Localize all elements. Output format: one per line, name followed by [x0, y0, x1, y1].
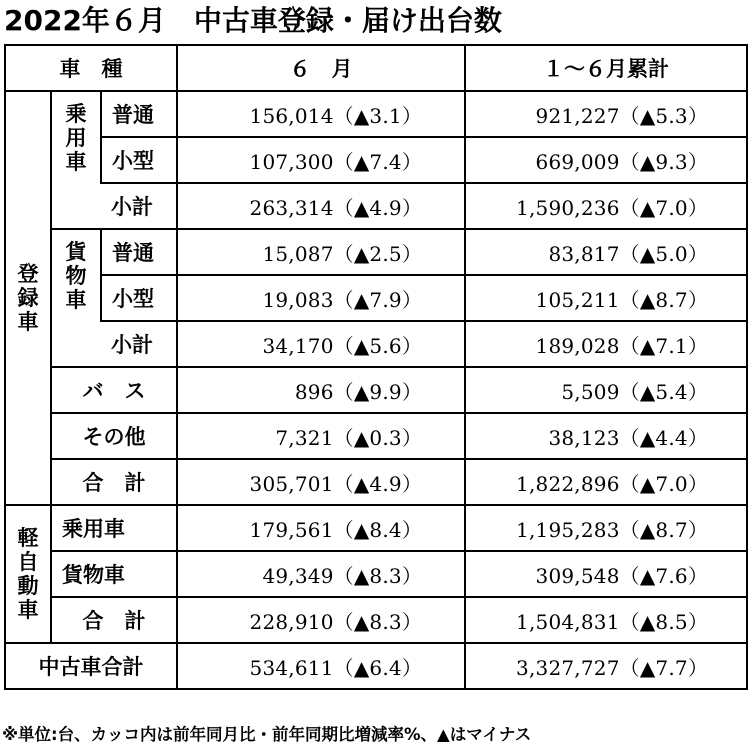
table-row	[5, 229, 747, 275]
group-kei: 軽自動車	[5, 505, 51, 643]
month-value: 263,314（▲4.9）	[177, 183, 465, 229]
month-value: 19,083（▲7.9）	[177, 275, 465, 321]
cumulative-value: 3,327,727（▲7.7）	[465, 643, 747, 689]
month-value: 49,349（▲8.3）	[177, 551, 465, 597]
cumulative-value: 921,227（▲5.3）	[465, 91, 747, 137]
cumulative-value: 1,504,831（▲8.5）	[465, 597, 747, 643]
header-vehicle-type: 車 種	[5, 45, 177, 91]
table-row	[5, 137, 747, 183]
row-label: 貨物車	[51, 551, 177, 597]
cumulative-value: 38,123（▲4.4）	[465, 413, 747, 459]
row-label: 普通	[101, 229, 177, 275]
month-value: 156,014（▲3.1）	[177, 91, 465, 137]
table-row	[5, 183, 747, 229]
month-value: 534,611（▲6.4）	[177, 643, 465, 689]
header-month: ６ 月	[177, 45, 465, 91]
month-value: 305,701（▲4.9）	[177, 459, 465, 505]
cumulative-value: 5,509（▲5.4）	[465, 367, 747, 413]
row-label: 小計	[101, 321, 177, 367]
table-row	[5, 367, 747, 413]
header-row	[5, 45, 747, 91]
table-row	[5, 597, 747, 643]
table-row	[5, 505, 747, 551]
row-label: 乗用車	[51, 505, 177, 551]
table-row	[5, 551, 747, 597]
row-label: 小型	[101, 137, 177, 183]
month-value: 34,170（▲5.6）	[177, 321, 465, 367]
cumulative-value: 1,590,236（▲7.0）	[465, 183, 747, 229]
month-value: 179,561（▲8.4）	[177, 505, 465, 551]
header-cumulative: １～６月累計	[465, 45, 747, 91]
table-row	[5, 275, 747, 321]
page-title: 2022年６月 中古車登録・届け出台数	[4, 4, 502, 37]
month-value: 7,321（▲0.3）	[177, 413, 465, 459]
row-label: バ ス	[51, 367, 177, 413]
row-label: 普通	[101, 91, 177, 137]
table-row	[5, 321, 747, 367]
cumulative-value: 83,817（▲5.0）	[465, 229, 747, 275]
row-label: その他	[51, 413, 177, 459]
table-row	[5, 643, 747, 689]
cumulative-value: 669,009（▲9.3）	[465, 137, 747, 183]
table-row	[5, 91, 747, 137]
cumulative-value: 309,548（▲7.6）	[465, 551, 747, 597]
group-registered: 登録車	[5, 91, 51, 505]
cumulative-value: 189,028（▲7.1）	[465, 321, 747, 367]
table-row	[5, 413, 747, 459]
row-label: 小計	[101, 183, 177, 229]
month-value: 15,087（▲2.5）	[177, 229, 465, 275]
row-label: 合 計	[51, 459, 177, 505]
cumulative-value: 1,822,896（▲7.0）	[465, 459, 747, 505]
cumulative-value: 1,195,283（▲8.7）	[465, 505, 747, 551]
used-car-registration-table	[4, 44, 748, 690]
footnote: ※単位:台、カッコ内は前年同月比・前年同期比増減率%、▲はマイナス	[2, 725, 532, 744]
month-value: 896（▲9.9）	[177, 367, 465, 413]
row-label: 中古車合計	[5, 643, 177, 689]
row-label: 小型	[101, 275, 177, 321]
month-value: 228,910（▲8.3）	[177, 597, 465, 643]
group-passenger: 乗用車	[51, 91, 101, 183]
cumulative-value: 105,211（▲8.7）	[465, 275, 747, 321]
group-cargo: 貨物車	[51, 229, 101, 321]
month-value: 107,300（▲7.4）	[177, 137, 465, 183]
row-label: 合 計	[51, 597, 177, 643]
table-row	[5, 459, 747, 505]
